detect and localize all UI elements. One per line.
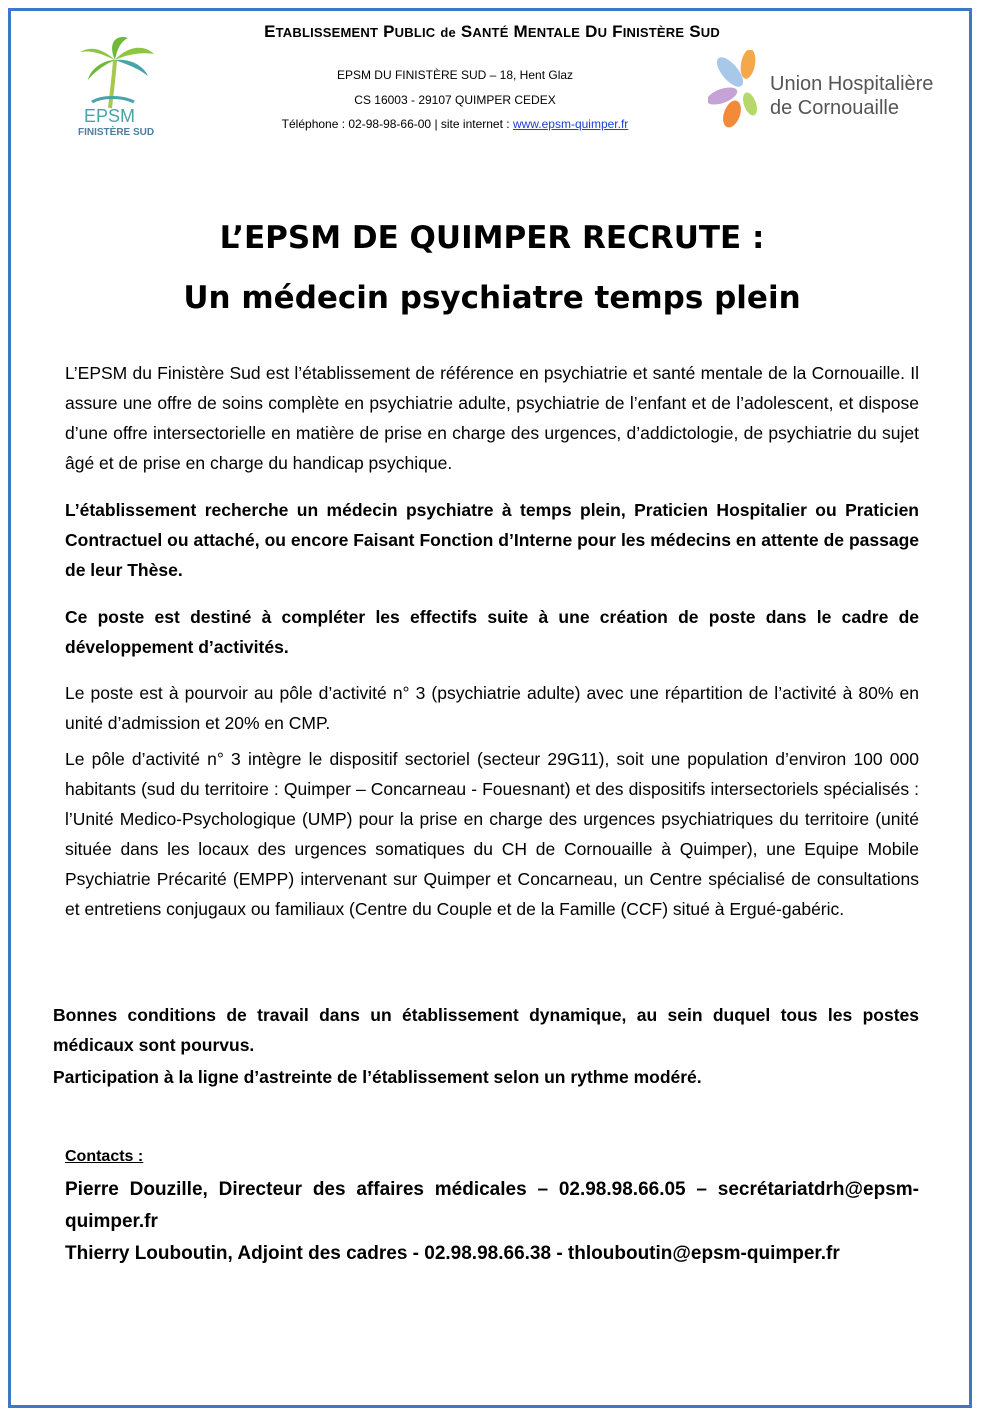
svg-text:FINISTÈRE SUD: FINISTÈRE SUD bbox=[78, 127, 155, 138]
paragraph-conditions: Bonnes conditions de travail dans un établissement dynamique, au sein duquel tous les postes médicaux sont pourvus. bbox=[53, 1005, 919, 1055]
paragraph-purpose: Ce poste est destiné à compléter les effectifs suite à une création de poste dans le cadre de développement d’activités. bbox=[65, 607, 919, 657]
contact-louboutin: Thierry Louboutin, Adjoint des cadres - 02.98.98.66.38 - thlouboutin@epsm-quimper.fr bbox=[65, 1243, 840, 1264]
palm-tree-icon bbox=[62, 30, 182, 140]
paragraph-intro: L’EPSM du Finistère Sud est l’établissement de référence en psychiatrie et santé mentale de la Cornouaille. Il assure une offre de soins complète en psychiatrie adulte, psychiatrie de l’enfant et de l’adolescent, et dispose d’une offre intersectorielle en matière de prise en charge des urgences, d’addictologie, de psychiatrie du sujet âgé et de prise en charge du handicap psychique. bbox=[65, 363, 919, 473]
phone-text: Téléphone : 02-98-98-66-00 | site internet : bbox=[281, 117, 513, 131]
address-line-2: CS 16003 - 29107 QUIMPER CEDEX bbox=[354, 93, 556, 107]
paragraph-on-call: Participation à la ligne d’astreinte de l’établissement selon un rythme modéré. bbox=[53, 1067, 702, 1087]
svg-text:de Cornouaille: de Cornouaille bbox=[770, 97, 899, 119]
address-line-1: EPSM DU FINISTÈRE SUD – 18, Hent Glaz bbox=[336, 68, 574, 82]
paragraph-position: L’établissement recherche un médecin psychiatre à temps plein, Praticien Hospitalier ou Praticien Contractuel ou attaché, ou encore Faisant Fonction d’Interne pour les médecins en attente de passage de leur Thèse. bbox=[65, 500, 919, 580]
contacts-label: Contacts : bbox=[65, 1148, 144, 1165]
page-title: L’EPSM DE QUIMPER RECRUTE : bbox=[219, 220, 765, 256]
paragraph-pole: Le poste est à pourvoir au pôle d’activité n° 3 (psychiatrie adulte) avec une répartition de l’activité à 80% en unité d’admission et 20% en CMP. bbox=[65, 683, 919, 733]
contact-douzille: Pierre Douzille, Directeur des affaires médicales – 02.98.98.66.05 – secrétariatdrh@epsm-quimper.fr bbox=[65, 1179, 919, 1232]
establishment-title: ETABLISSEMENT PUBLIC de SANTÉ MENTALE DU FINISTÈRE SUD bbox=[264, 22, 720, 41]
paragraph-pole-details: Le pôle d’activité n° 3 intègre le dispositif sectoriel (secteur 29G11), soit une population d’environ 100 000 habitants (sud du territoire : Quimper – Concarneau - Fouesnant) et des dispositifs intersectoriels spécialisés : l’Unité Medico-Psychologique (UMP) pour la prise en charge des urgences psychiatriques du territoire (unité située dans les locaux des urgences somatiques du CH de Cornouaille à Quimper), une Equipe Mobile Psychiatrie Précarité (EMPP) intervenant sur Quimper et Concarneau, un Centre spécialisé de consultations et entretiens conjugaux ou familiaux (Centre du Couple et de la Famille (CCF) situé à Ergué-gabéric. bbox=[65, 749, 919, 919]
uhc-logo bbox=[708, 50, 958, 140]
flower-icon bbox=[708, 50, 958, 140]
page-subtitle: Un médecin psychiatre temps plein bbox=[183, 280, 801, 316]
svg-text:Union Hospitalière: Union Hospitalière bbox=[770, 73, 934, 95]
svg-text:EPSM: EPSM bbox=[84, 106, 136, 126]
contact-line bbox=[270, 114, 640, 134]
website-link[interactable]: www.epsm-quimper.fr bbox=[512, 117, 629, 131]
epsm-logo bbox=[62, 30, 182, 140]
